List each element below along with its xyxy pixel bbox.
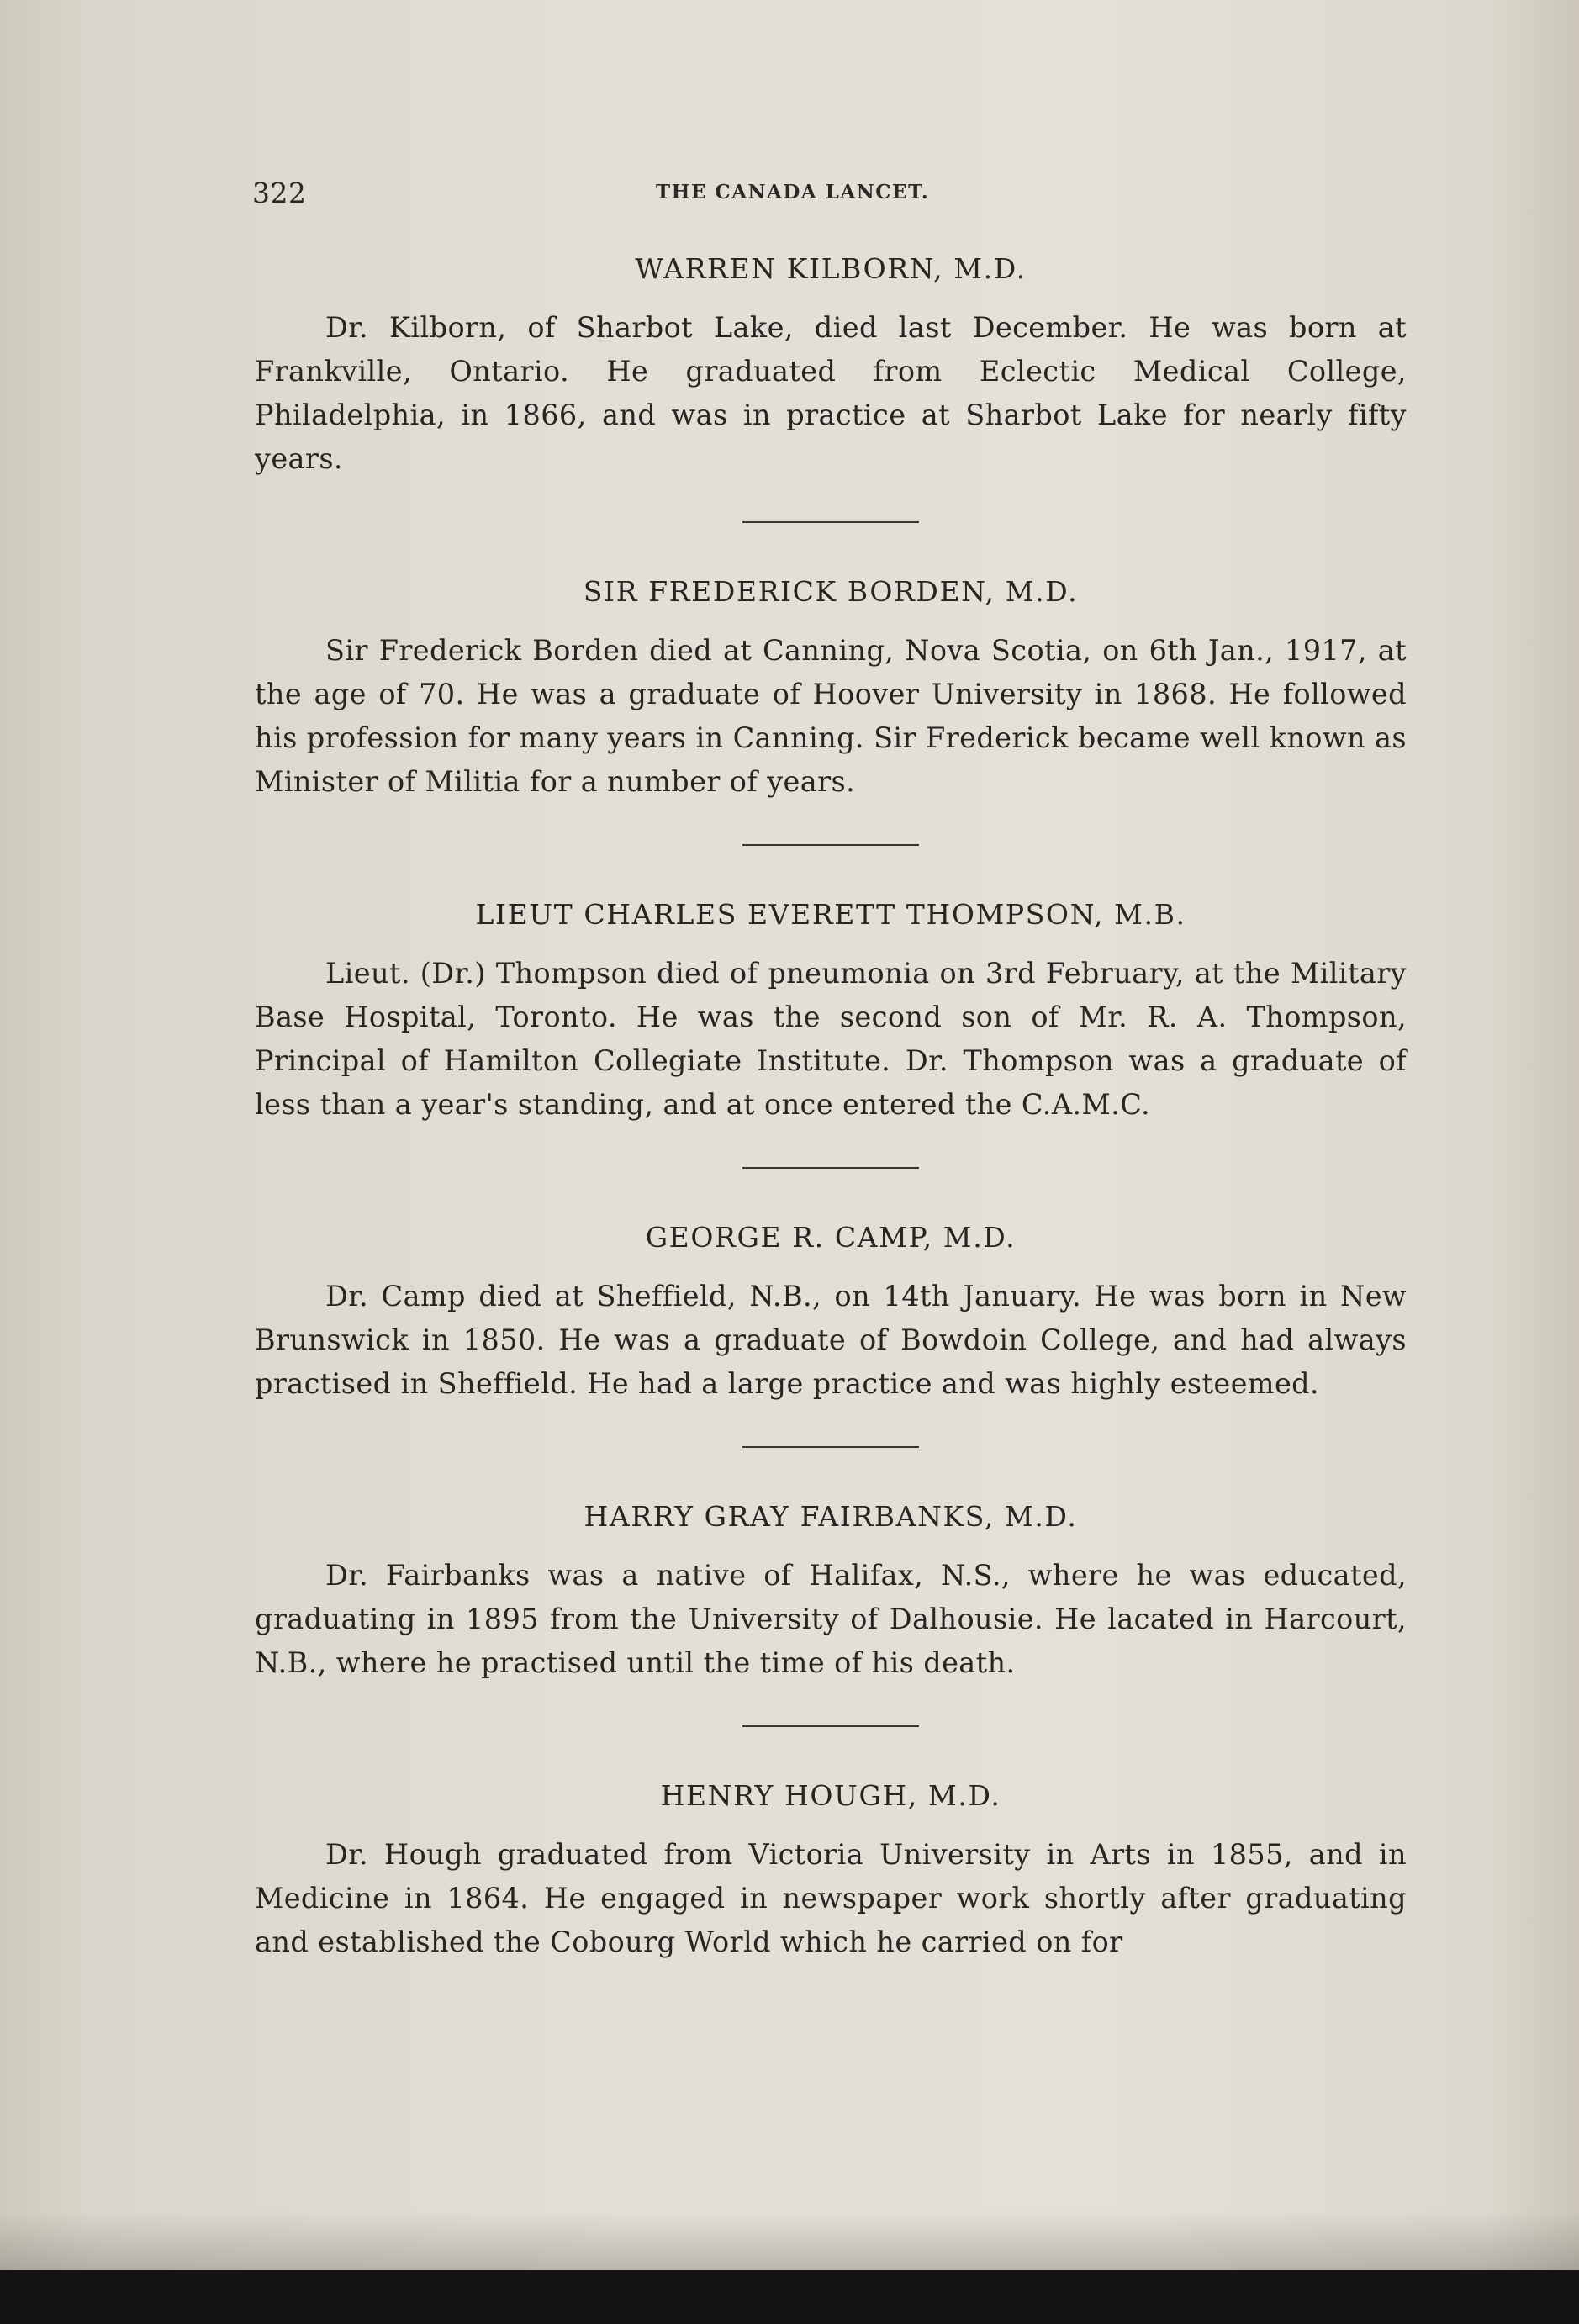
- scan-bottom-edge: [0, 2270, 1579, 2324]
- entry-heading: LIEUT CHARLES EVERETT THOMPSON, M.B.: [475, 898, 1186, 931]
- obituary-entry: [255, 575, 1407, 804]
- page-bottom-shadow: [0, 2211, 1579, 2270]
- obituary-entry: [255, 1221, 1407, 1406]
- entry-body: Dr. Hough graduated from Victoria University in Arts in 1855, and in Medicine in 1864. He engaged in newspaper work shortly after graduating and established the Cobourg World which he carried on for: [255, 1838, 1407, 1958]
- entry-heading: HARRY GRAY FAIRBANKS, M.D.: [584, 1500, 1078, 1533]
- entry-heading: HENRY HOUGH, M.D.: [660, 1779, 1001, 1812]
- section-divider: [742, 521, 919, 523]
- entry-body: Sir Frederick Borden died at Canning, Nova Scotia, on 6th Jan., 1917, at the age of 70. He was a graduate of Hoover University in 1868. He followed his profession for many years in Canning. Sir Frederick became well known as Minister of Militia for a number of years.: [255, 634, 1407, 798]
- entry-body: Lieut. (Dr.) Thompson died of pneumonia on 3rd February, at the Military Base Hospital, Toronto. He was the second son of Mr. R. A. Thompson, Principal of Hamilton Collegiate Institute. Dr. Thompson was a graduate of less than a year's standing, and at once entered the C.A.M.C.: [255, 957, 1407, 1121]
- entry-body: Dr. Kilborn, of Sharbot Lake, died last December. He was born at Frankville, Ontario. He graduated from Eclectic Medical College, Philadelphia, in 1866, and was in practice at Sharbot Lake for nearly fifty years.: [255, 311, 1407, 475]
- page-number: 322: [252, 177, 307, 209]
- obituary-entry: [255, 898, 1407, 1127]
- section-divider: [742, 1725, 919, 1727]
- entry-body: Dr. Camp died at Sheffield, N.B., on 14th January. He was born in New Brunswick in 1850. He was a graduate of Bowdoin College, and had always practised in Sheffield. He had a large practice and was highly esteemed.: [255, 1280, 1407, 1400]
- entry-heading: GEORGE R. CAMP, M.D.: [645, 1221, 1017, 1254]
- section-divider: [742, 1167, 919, 1169]
- entry-heading: WARREN KILBORN, M.D.: [635, 252, 1027, 285]
- obituary-entry: [255, 1779, 1407, 1964]
- running-head: [252, 177, 1413, 210]
- journal-title: THE CANADA LANCET.: [656, 181, 930, 203]
- obituary-column: [255, 252, 1407, 1964]
- entry-heading: SIR FREDERICK BORDEN, M.D.: [583, 575, 1079, 608]
- section-divider: [742, 844, 919, 846]
- obituary-entry: [255, 252, 1407, 481]
- obituary-entry: [255, 1500, 1407, 1685]
- entry-body: Dr. Fairbanks was a native of Halifax, N.S., where he was educated, graduating in 1895 from the University of Dalhousie. He lacated in Harcourt, N.B., where he practised until the time of his death.: [255, 1559, 1407, 1679]
- section-divider: [742, 1446, 919, 1448]
